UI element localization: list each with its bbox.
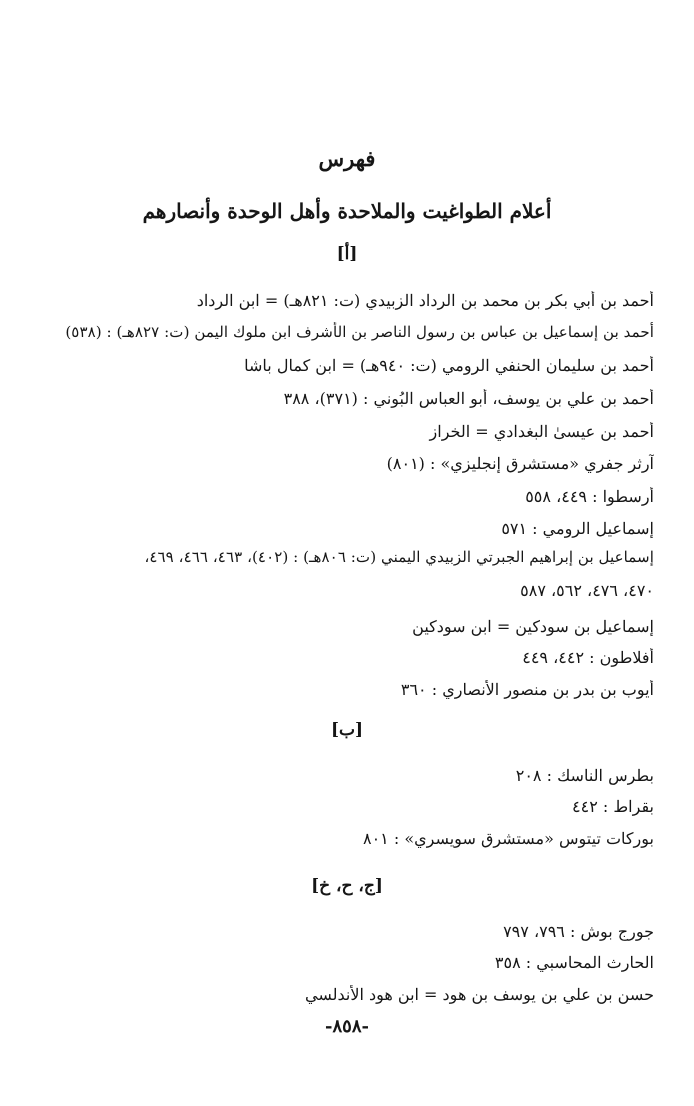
index-entry: أيوب بن بدر بن منصور الأنصاري : ٣٦٠ bbox=[400, 680, 654, 699]
index-entry: أفلاطون : ٤٤٢، ٤٤٩ bbox=[522, 648, 654, 667]
page-title: فهرس bbox=[318, 146, 376, 171]
index-entry: بطرس الناسك : ٢٠٨ bbox=[515, 766, 654, 785]
section-letter-jim-ha-kha: [ج، ح، خ] bbox=[311, 876, 383, 896]
index-entry: بقراط : ٤٤٢ bbox=[572, 797, 654, 816]
page-number: -٨٥٨- bbox=[325, 1016, 369, 1037]
index-entry: أحمد بن علي بن يوسف، أبو العباس البُوني : (٣٧١)، ٣٨٨ bbox=[283, 389, 654, 408]
index-entry: أحمد بن سليمان الحنفي الرومي (ت: ٩٤٠هـ) = ابن كمال باشا bbox=[244, 356, 654, 375]
index-page bbox=[40, 0, 654, 1106]
index-entry: بوركات تيتوس «مستشرق سويسري» : ٨٠١ bbox=[362, 829, 654, 848]
section-letter-ba: [ب] bbox=[330, 720, 364, 740]
index-entry: جورج بوش : ٧٩٦، ٧٩٧ bbox=[503, 922, 654, 941]
index-entry: أحمد بن عيسىٰ البغدادي = الخراز bbox=[429, 422, 654, 441]
index-entry: أحمد بن إسماعيل بن عباس بن رسول الناصر بن الأشرف ابن ملوك اليمن (ت: ٨٢٧هـ) : (٥٣٨) bbox=[65, 323, 654, 341]
index-entry: إسماعيل بن سودكين = ابن سودكين bbox=[412, 617, 654, 636]
section-letter-alif: [أ] bbox=[336, 244, 358, 264]
index-entry: إسماعيل الرومي : ٥٧١ bbox=[501, 519, 654, 538]
page-subtitle: أعلام الطواغيت والملاحدة وأهل الوحدة وأنصارهم bbox=[142, 199, 552, 223]
index-entry-continuation: ٤٧٠، ٤٧٦، ٥٦٢، ٥٨٧ bbox=[520, 581, 654, 600]
index-entry: الحارث المحاسبي : ٣٥٨ bbox=[494, 953, 654, 972]
index-entry: أرسطوا : ٤٤٩، ٥٥٨ bbox=[525, 487, 654, 506]
index-entry: آرثر جفري «مستشرق إنجليزي» : (٨٠١) bbox=[386, 454, 654, 473]
index-entry: حسن بن علي بن يوسف بن هود = ابن هود الأندلسي bbox=[304, 985, 654, 1004]
index-entry: إسماعيل بن إبراهيم الجبرتي الزبيدي اليمني (ت: ٨٠٦هـ) : (٤٠٢)، ٤٦٣، ٤٦٦، ٤٦٩، bbox=[144, 548, 654, 566]
index-entry: أحمد بن أبي بكر بن محمد بن الرداد الزبيدي (ت: ٨٢١هـ) = ابن الرداد bbox=[196, 291, 654, 310]
